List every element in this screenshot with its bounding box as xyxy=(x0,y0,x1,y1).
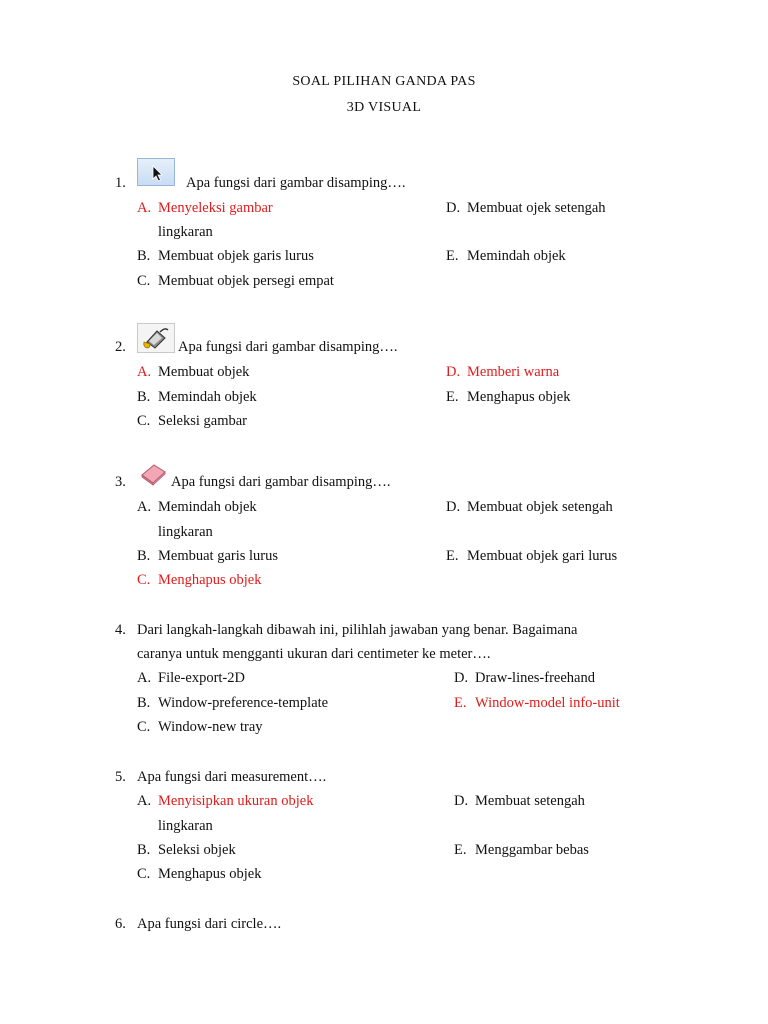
document-subtitle: 3D VISUAL xyxy=(346,100,422,115)
question-5-option-b-text[interactable]: Seleksi objek xyxy=(158,842,236,858)
question-2-option-c-text[interactable]: Seleksi gambar xyxy=(158,413,247,429)
question-2-option-a-letter[interactable]: A. xyxy=(137,364,152,380)
question-5-option-d-letter[interactable]: D. xyxy=(454,793,469,809)
question-3-text: Apa fungsi dari gambar disamping…. xyxy=(171,474,391,490)
question-1-option-d-continuation: lingkaran xyxy=(158,224,213,240)
question-5-option-d-text[interactable]: Membuat setengah xyxy=(475,793,585,809)
question-4-option-e-letter[interactable]: E. xyxy=(454,695,467,711)
question-1-option-a-letter[interactable]: A. xyxy=(137,200,152,216)
question-3-option-b-text[interactable]: Membuat garis lurus xyxy=(158,548,279,564)
question-4-number: 4. xyxy=(115,622,126,638)
question-6-number: 6. xyxy=(115,916,126,932)
question-3-option-d-letter[interactable]: D. xyxy=(446,499,461,515)
question-2-option-b-letter[interactable]: B. xyxy=(137,389,151,405)
question-2-option-d-letter[interactable]: D. xyxy=(446,364,461,380)
question-5-text: Apa fungsi dari measurement…. xyxy=(137,769,327,785)
question-3-option-c-letter[interactable]: C. xyxy=(137,572,151,588)
question-5-option-e-letter[interactable]: E. xyxy=(454,842,467,858)
question-3-option-e-text[interactable]: Membuat objek gari lurus xyxy=(467,548,618,564)
document-title: SOAL PILIHAN GANDA PAS xyxy=(292,74,476,89)
question-1-text: Apa fungsi dari gambar disamping…. xyxy=(186,175,406,191)
question-1-option-b-text[interactable]: Membuat objek garis lurus xyxy=(158,248,314,264)
paint-bucket-icon xyxy=(137,323,175,353)
question-2-option-c-letter[interactable]: C. xyxy=(137,413,151,429)
question-5-option-a-letter[interactable]: A. xyxy=(137,793,152,809)
question-2-option-a-text[interactable]: Membuat objek xyxy=(158,364,250,380)
question-5-option-a-continuation: lingkaran xyxy=(158,818,213,834)
question-3-number: 3. xyxy=(115,474,126,490)
question-4-option-c-text[interactable]: Window-new tray xyxy=(158,719,263,735)
question-1-option-c-text[interactable]: Membuat objek persegi empat xyxy=(158,273,334,289)
question-4-option-e-text[interactable]: Window-model info-unit xyxy=(475,695,620,711)
question-2-option-d-text[interactable]: Memberi warna xyxy=(467,364,560,380)
question-1-option-e-letter[interactable]: E. xyxy=(446,248,459,264)
question-5-option-c-letter[interactable]: C. xyxy=(137,866,151,882)
question-4-option-a-letter[interactable]: A. xyxy=(137,670,152,686)
question-4-option-d-letter[interactable]: D. xyxy=(454,670,469,686)
question-4-option-c-letter[interactable]: C. xyxy=(137,719,151,735)
select-arrow-icon xyxy=(137,158,175,186)
question-1-option-d-text[interactable]: Membuat ojek setengah xyxy=(467,200,606,216)
question-2-option-e-text[interactable]: Menghapus objek xyxy=(467,389,571,405)
question-3-option-b-letter[interactable]: B. xyxy=(137,548,151,564)
question-3-option-d-text[interactable]: Membuat objek setengah xyxy=(467,499,613,515)
question-1-option-e-text[interactable]: Memindah objek xyxy=(467,248,566,264)
question-3-option-a-text[interactable]: Memindah objek xyxy=(158,499,257,515)
question-4-option-b-letter[interactable]: B. xyxy=(137,695,151,711)
question-4-text: Dari langkah-langkah dibawah ini, pilihlah jawaban yang benar. Bagaimana xyxy=(137,622,578,638)
question-3-option-a-continuation: lingkaran xyxy=(158,524,213,540)
question-1-option-c-letter[interactable]: C. xyxy=(137,273,151,289)
question-4-option-b-text[interactable]: Window-preference-template xyxy=(158,695,329,711)
question-3-option-a-letter[interactable]: A. xyxy=(137,499,152,515)
question-6-text: Apa fungsi dari circle…. xyxy=(137,916,282,932)
question-2-text: Apa fungsi dari gambar disamping…. xyxy=(178,339,398,355)
question-5-option-c-text[interactable]: Menghapus objek xyxy=(158,866,262,882)
question-3-option-c-text[interactable]: Menghapus objek xyxy=(158,572,262,588)
question-2-number: 2. xyxy=(115,339,126,355)
question-5-option-a-text[interactable]: Menyisipkan ukuran objek xyxy=(158,793,314,809)
question-4-text-line-2: caranya untuk mengganti ukuran dari centimeter ke meter…. xyxy=(137,646,491,662)
question-1-option-d-letter[interactable]: D. xyxy=(446,200,461,216)
question-1-number: 1. xyxy=(115,175,126,191)
question-2-option-e-letter[interactable]: E. xyxy=(446,389,459,405)
question-4-option-a-text[interactable]: File-export-2D xyxy=(158,670,245,686)
question-2-option-b-text[interactable]: Memindah objek xyxy=(158,389,257,405)
question-5-option-e-text[interactable]: Menggambar bebas xyxy=(475,842,589,858)
question-3-option-e-letter[interactable]: E. xyxy=(446,548,459,564)
question-4-option-d-text[interactable]: Draw-lines-freehand xyxy=(475,670,595,686)
question-5-option-b-letter[interactable]: B. xyxy=(137,842,151,858)
question-1-option-a-text[interactable]: Menyeleksi gambar xyxy=(158,200,273,216)
question-5-number: 5. xyxy=(115,769,126,785)
question-1-option-b-letter[interactable]: B. xyxy=(137,248,151,264)
eraser-icon xyxy=(137,461,169,487)
